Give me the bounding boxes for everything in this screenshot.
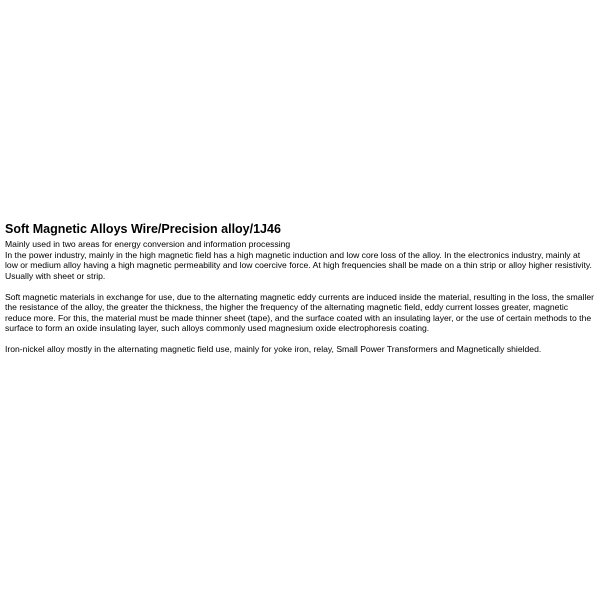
product-description: [5, 222, 595, 355]
paragraph-spacer: [5, 281, 595, 292]
paragraph-spacer: [5, 334, 595, 345]
eddy-current-paragraph: Soft magnetic materials in exchange for use, due to the alternating magnetic eddy currents are induced inside the material, resulting in the loss, the smaller the resistance of the alloy, the greater the thickness, the higher the frequency of the alternating magnetic field, eddy current losses greater, magnetic reduce more. For this, the material must be made thinner sheet (tape), and the surface coated with an insulating layer, or the use of certain methods to the surface to form an oxide insulating layer, such alloys commonly used magnesium oxide electrophoresis coating.: [5, 291, 594, 333]
power-industry-paragraph: In the power industry, mainly in the high magnetic field has a high magnetic induction and low core loss of the alloy. In the electronics industry, mainly at low or medium alloy having a high magnetic permeability and low coercive force. At high frequencies shall be made on a thin strip or alloy higher resistivity. Usually with sheet or strip.: [5, 249, 592, 281]
applications-paragraph: Iron-nickel alloy mostly in the alternating magnetic field use, mainly for yoke iron, relay, Small Power Transformers and Magnetically shielded.: [5, 344, 542, 354]
intro-paragraph: Mainly used in two areas for energy conversion and information processing: [5, 239, 291, 249]
page-title: Soft Magnetic Alloys Wire/Precision alloy/1J46: [5, 222, 281, 236]
